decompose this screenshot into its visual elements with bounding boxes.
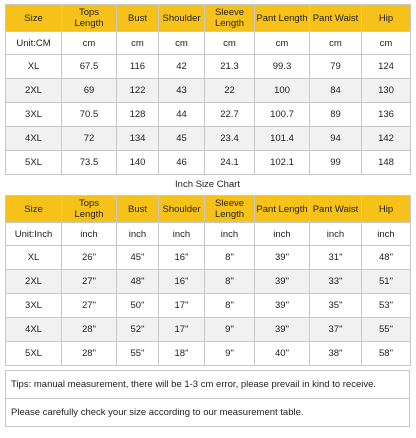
inch-data-cell: 27" (62, 294, 117, 318)
inch-header-cell: Pant Waist (310, 196, 362, 223)
inch-data-cell: 8" (205, 246, 255, 270)
cm-table-body (6, 5, 411, 175)
cm-table-row (6, 55, 411, 79)
inch-data-cell: 51" (362, 270, 411, 294)
cm-data-cell: 72 (62, 127, 117, 151)
inch-data-cell: 55" (362, 318, 411, 342)
inch-data-cell: 17" (159, 294, 205, 318)
cm-data-cell: 100.7 (255, 103, 310, 127)
cm-data-cell: 67.5 (62, 55, 117, 79)
inch-data-cell: 37" (310, 318, 362, 342)
inch-unit-cell: inch (62, 223, 117, 246)
inch-unit-row (6, 223, 411, 246)
cm-unit-cell: cm (117, 32, 159, 55)
cm-data-cell: 134 (117, 127, 159, 151)
cm-data-cell: 5XL (6, 151, 62, 175)
inch-data-cell: 16" (159, 270, 205, 294)
inch-unit-cell: inch (310, 223, 362, 246)
inch-data-cell: 17" (159, 318, 205, 342)
cm-data-cell: 69 (62, 79, 117, 103)
inch-size-chart-caption: Inch Size Chart (175, 179, 240, 190)
inch-data-cell: 39" (255, 294, 310, 318)
inch-data-cell: 58" (362, 342, 411, 366)
measurement-tips: Tips: manual measurement, there will be 1-3 cm error, please prevail in kind to receive. (5, 370, 410, 399)
inch-data-cell: 55" (117, 342, 159, 366)
inch-unit-cell: inch (159, 223, 205, 246)
cm-data-cell: 4XL (6, 127, 62, 151)
cm-data-cell: 142 (362, 127, 411, 151)
inch-data-cell: 16" (159, 246, 205, 270)
inch-table-row (6, 342, 411, 366)
cm-unit-cell: cm (205, 32, 255, 55)
cm-data-cell: 128 (117, 103, 159, 127)
size-check-notice: Please carefully check your size according to our measurement table. (5, 399, 410, 427)
inch-unit-cell: inch (117, 223, 159, 246)
inch-data-cell: 3XL (6, 294, 62, 318)
inch-data-cell: 48" (117, 270, 159, 294)
cm-data-cell: 22 (205, 79, 255, 103)
inch-header-cell: Sleeve Length (205, 196, 255, 223)
inch-data-cell: 8" (205, 270, 255, 294)
inch-data-cell: 4XL (6, 318, 62, 342)
inch-header-cell: Shoulder (159, 196, 205, 223)
cm-unit-cell: cm (255, 32, 310, 55)
cm-unit-cell: cm (362, 32, 411, 55)
cm-unit-cell: cm (62, 32, 117, 55)
cm-header-cell: Bust (117, 5, 159, 32)
cm-header-cell: Size (6, 5, 62, 32)
cm-data-cell: 70.5 (62, 103, 117, 127)
cm-data-cell: 148 (362, 151, 411, 175)
inch-data-cell: 9" (205, 318, 255, 342)
cm-unit-cell: cm (310, 32, 362, 55)
cm-header-cell: Pant Waist (310, 5, 362, 32)
inch-data-cell: 35" (310, 294, 362, 318)
cm-unit-row (6, 32, 411, 55)
cm-data-cell: 99 (310, 151, 362, 175)
inch-data-cell: 48" (362, 246, 411, 270)
cm-data-cell: 116 (117, 55, 159, 79)
inch-table-row (6, 270, 411, 294)
cm-data-cell: 2XL (6, 79, 62, 103)
inch-data-cell: 53" (362, 294, 411, 318)
inch-data-cell: 40" (255, 342, 310, 366)
cm-data-cell: 3XL (6, 103, 62, 127)
size-chart-sheet (5, 4, 410, 427)
inch-header-cell: Bust (117, 196, 159, 223)
cm-table-row (6, 127, 411, 151)
inch-data-cell: 31" (310, 246, 362, 270)
cm-data-cell: 43 (159, 79, 205, 103)
inch-data-cell: 52" (117, 318, 159, 342)
inch-table-body (6, 196, 411, 366)
cm-size-table (5, 4, 411, 175)
inch-data-cell: 26" (62, 246, 117, 270)
cm-data-cell: 99.3 (255, 55, 310, 79)
inch-unit-cell: inch (362, 223, 411, 246)
inch-table-row (6, 318, 411, 342)
inch-data-cell: 28" (62, 342, 117, 366)
cm-data-cell: 130 (362, 79, 411, 103)
inch-data-cell: 45" (117, 246, 159, 270)
inch-data-cell: 39" (255, 270, 310, 294)
inch-data-cell: 5XL (6, 342, 62, 366)
inch-header-cell: Tops Length (62, 196, 117, 223)
inch-data-cell: 18" (159, 342, 205, 366)
cm-data-cell: 23.4 (205, 127, 255, 151)
cm-data-cell: 124 (362, 55, 411, 79)
inch-data-cell: 39" (255, 318, 310, 342)
inch-header-cell: Size (6, 196, 62, 223)
inch-unit-cell: Unit:Inch (6, 223, 62, 246)
cm-data-cell: 21.3 (205, 55, 255, 79)
inch-unit-cell: inch (255, 223, 310, 246)
inch-header-row (6, 196, 411, 223)
inch-data-cell: 8" (205, 294, 255, 318)
cm-data-cell: 24.1 (205, 151, 255, 175)
inch-data-cell: XL (6, 246, 62, 270)
cm-data-cell: 73.5 (62, 151, 117, 175)
inch-unit-cell: inch (205, 223, 255, 246)
cm-table-row (6, 103, 411, 127)
inch-table-row (6, 246, 411, 270)
cm-header-cell: Hip (362, 5, 411, 32)
cm-unit-cell: cm (159, 32, 205, 55)
cm-data-cell: 46 (159, 151, 205, 175)
cm-data-cell: 94 (310, 127, 362, 151)
inch-size-table (5, 195, 411, 366)
inch-data-cell: 2XL (6, 270, 62, 294)
cm-data-cell: 89 (310, 103, 362, 127)
inch-header-cell: Hip (362, 196, 411, 223)
cm-data-cell: 79 (310, 55, 362, 79)
cm-header-row (6, 5, 411, 32)
inch-data-cell: 9" (205, 342, 255, 366)
cm-data-cell: 136 (362, 103, 411, 127)
cm-table-row (6, 79, 411, 103)
inch-data-cell: 33" (310, 270, 362, 294)
cm-data-cell: 84 (310, 79, 362, 103)
cm-data-cell: 100 (255, 79, 310, 103)
cm-data-cell: XL (6, 55, 62, 79)
cm-data-cell: 102.1 (255, 151, 310, 175)
cm-header-cell: Shoulder (159, 5, 205, 32)
inch-header-cell: Pant Length (255, 196, 310, 223)
cm-header-cell: Pant Length (255, 5, 310, 32)
cm-data-cell: 140 (117, 151, 159, 175)
cm-table-row (6, 151, 411, 175)
cm-header-cell: Sleeve Length (205, 5, 255, 32)
cm-unit-cell: Unit:CM (6, 32, 62, 55)
inch-data-cell: 38" (310, 342, 362, 366)
inch-data-cell: 50" (117, 294, 159, 318)
cm-data-cell: 22.7 (205, 103, 255, 127)
cm-data-cell: 122 (117, 79, 159, 103)
cm-data-cell: 44 (159, 103, 205, 127)
cm-header-cell: Tops Length (62, 5, 117, 32)
cm-data-cell: 101.4 (255, 127, 310, 151)
inch-data-cell: 28" (62, 318, 117, 342)
inch-data-cell: 27" (62, 270, 117, 294)
cm-data-cell: 45 (159, 127, 205, 151)
cm-data-cell: 42 (159, 55, 205, 79)
inch-data-cell: 39" (255, 246, 310, 270)
inch-table-row (6, 294, 411, 318)
